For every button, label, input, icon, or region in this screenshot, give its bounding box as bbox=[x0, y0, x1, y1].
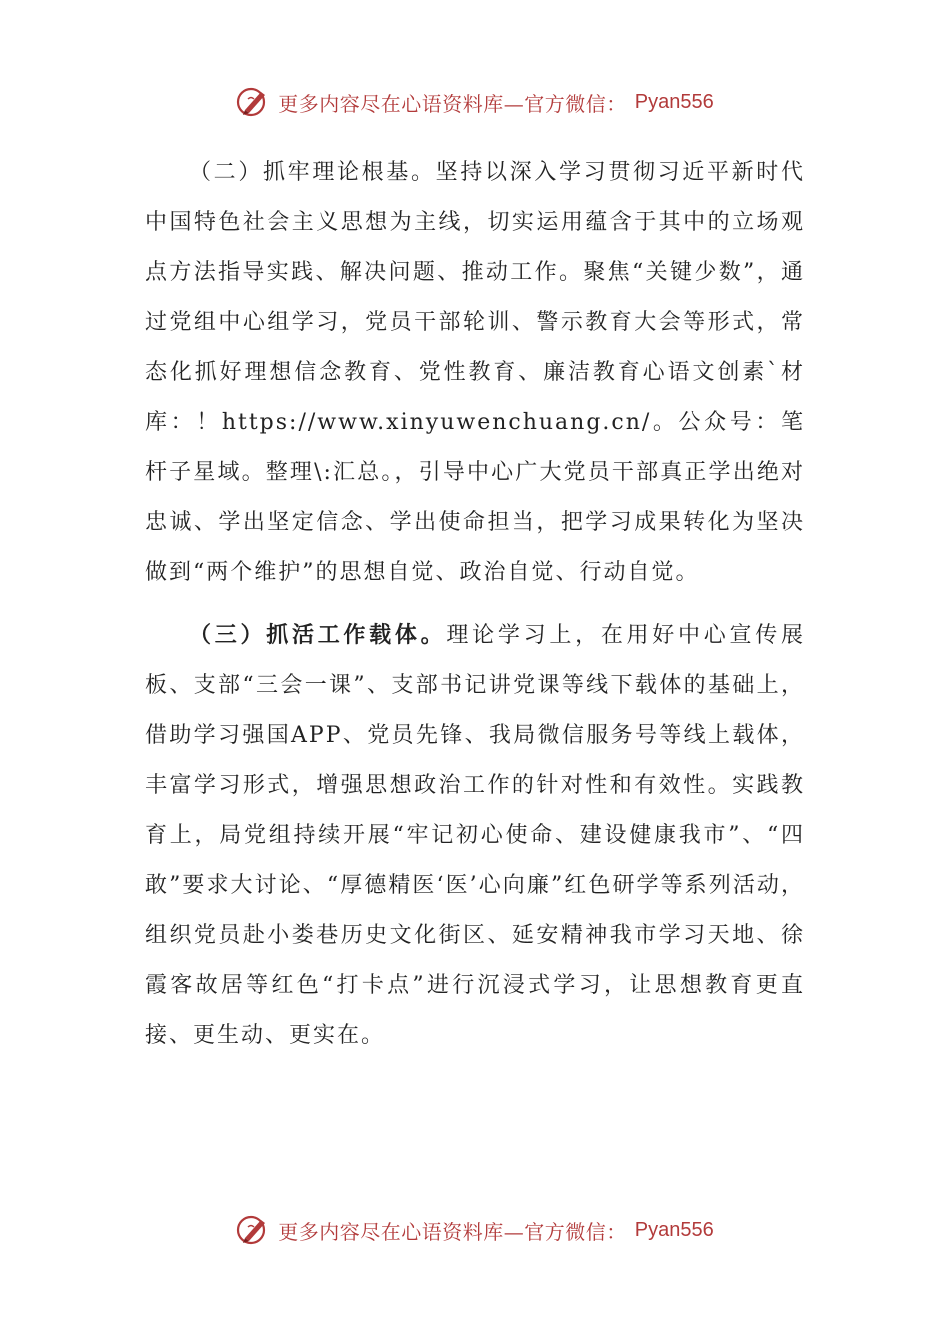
banner-handle: Pyan556 bbox=[634, 1218, 714, 1241]
paragraph-3-lead: （三）抓活工作载体。 bbox=[189, 622, 447, 648]
document-body bbox=[145, 148, 805, 1061]
footer-banner bbox=[0, 1210, 950, 1250]
paragraph-3 bbox=[145, 610, 805, 1061]
paragraph-2 bbox=[145, 148, 805, 598]
paragraph-2-lead: （二）抓牢理论根基。 bbox=[189, 160, 436, 185]
paragraph-2-body: 坚持以深入学习贯彻习近平新时代中国特色社会主义思想为主线，切实运用蕴含于其中的立场观点方法指导实践、解决问题、推动工作。聚焦“关键少数”，通过党组中心组学习，党员干部轮训、警示教育大会等形式，常态化抓好理想信念教育、党性教育、廉洁教育心语文创素`材库：！https://www.xinyuwenchuang.cn/。公众号：笔杆子星域。整理\:汇总。，引导中心广大党员干部真正学出绝对忠诚、学出坚定信念、学出使命担当，把学习成果转化为坚决做到“两个维护”的思想自觉、政治自觉、行动自觉。 bbox=[145, 160, 805, 585]
banner-text: 更多内容尽在心语资料库—官方微信： bbox=[278, 1219, 627, 1244]
pen-logo-icon bbox=[236, 1213, 270, 1247]
paragraph-3-body: 理论学习上，在用好中心宣传展板、支部“三会一课”、支部书记讲党课等线下载体的基础上，借助学习强国APP、党员先锋、我局微信服务号等线上载体，丰富学习形式，增强思想政治工作的针对性和有效性。实践教育上，局党组持续开展“牢记初心使命、建设健康我市”、“四敢”要求大讨论、“厚德精医‘医’心向廉”红色研学等系列活动，组织党员赴小娄巷历史文化街区、延安精神我市学习天地、徐霞客故居等红色“打卡点”进行沉浸式学习，让思想教育更直接、更生动、更实在。 bbox=[145, 623, 805, 1048]
pen-logo-icon bbox=[236, 85, 270, 119]
header-banner bbox=[0, 82, 950, 122]
banner-text: 更多内容尽在心语资料库—官方微信： bbox=[278, 91, 627, 116]
banner-handle: Pyan556 bbox=[634, 90, 714, 113]
